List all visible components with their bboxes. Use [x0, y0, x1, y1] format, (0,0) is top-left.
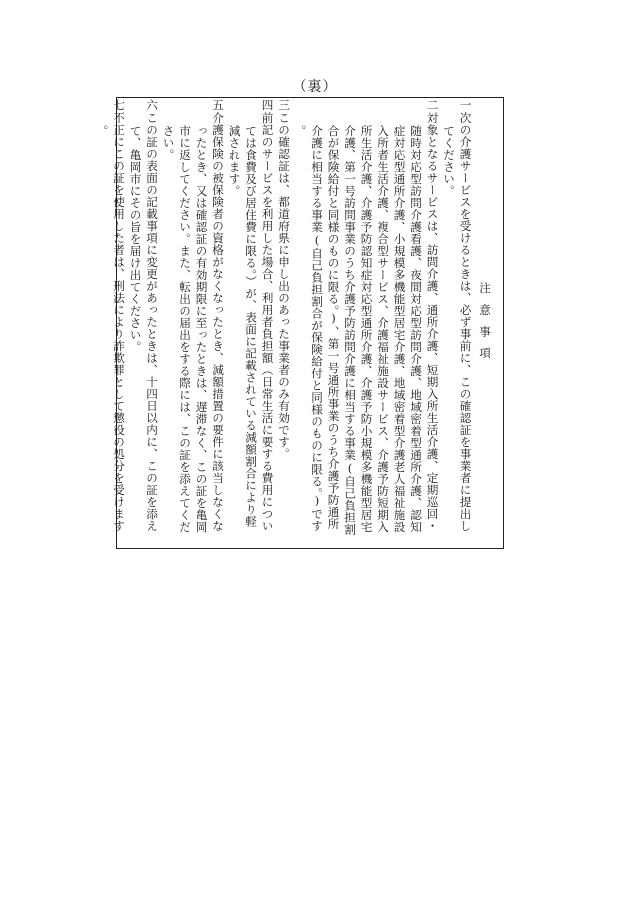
notice-text	[94, 99, 493, 538]
notice-item-7: 七不正にこの証を使用した者は、刑法により詐欺罪として懲役の処分を受けます。	[95, 99, 126, 532]
notice-item-5: 五介護保険の被保険者の資格がなくなったとき、減額措置の要件に該当しなくなったとき、又は確認証の有効期限に至ったときは、遅滞なく、この証を亀岡市に返してください。また、転出の届出をする際には、この証を添えてください。	[161, 99, 225, 533]
notice-item-text: 介護保険の被保険者の資格がなくなったとき、減額措置の要件に該当しなくなったとき、又は確認証の有効期限に至ったときは、遅滞なく、この証を亀岡市に返してください。また、転出の届出をする際には、この証を添えてください。	[161, 112, 225, 533]
page-side-label: （裏）	[292, 79, 338, 95]
notice-item-2: 二対象となるサービスは、訪問介護、通所介護、短期入所生活介護、定期巡回・随時対応型訪問介護看護、夜間対応型訪問介護、地域密着型通所介護、認知症対応型通所介護、小規模多機能型居宅介護、地域密着型介護老人福祉施設入所者生活介護、複合型サービス、介護福祉施設サービス、介護予防短期入所生活介護、介護予防認知症対応型通所介護、介護予防小規模多機能型居宅介護、第一号訪問事業のうち介護予防訪問介護に相当する事業(自己負担割合が保険給付と同様のものに限る。)、第一号通所事業のうち介護予防通所介護に相当する事業(自己負担割合が保険給付と同様のものに限る。)です。	[293, 99, 440, 536]
notice-item-text: 対象となるサービスは、訪問介護、通所介護、短期入所生活介護、定期巡回・随時対応型訪問介護看護、夜間対応型訪問介護、地域密着型通所介護、認知症対応型通所介護、小規模多機能型居宅介護、地域密着型介護老人福祉施設入所者生活介護、複合型サービス、介護福祉施設サービス、介護予防短期入所生活介護、介護予防認知症対応型通所介護、介護予防小規模多機能型居宅介護、第一号訪問事業のうち介護予防訪問介護に相当する事業(自己負担割合が保険給付と同様のものに限る。)、第一号通所事業のうち介護予防通所介護に相当する事業(自己負担割合が保険給付と同様のものに限る。)です。	[293, 112, 440, 536]
notice-item-text: 不正にこの証を使用した者は、刑法により詐欺罪として懲役の処分を受けます。	[95, 112, 126, 532]
notice-box	[95, 97, 504, 549]
notice-item-3: 三この確認証は、都道府県に申し出のあった事業者のみ有効です。	[277, 99, 291, 460]
notice-item-text: この証の表面の記載事項に変更があったときは、十四日以内に、この証を添えて、亀岡市にその旨を届け出てください。	[128, 112, 159, 532]
notice-item-text: この確認証は、都道府県に申し出のあった事業者のみ有効です。	[277, 112, 291, 460]
notice-item-1: 一次の介護サービスを受けるときは、必ず事前に、この確認証を事業者に提出してください。	[442, 99, 473, 532]
notice-item-4: 四前記のサービスを利用した場合、利用者負担額（日常生活に要する費用については食費及び居住費に限る。）が、表面に記載されている減額割合により軽減されます。	[227, 99, 275, 532]
notice-item-text: 次の介護サービスを受けるときは、必ず事前に、この確認証を事業者に提出してください。	[442, 112, 473, 532]
notice-item-6: 六この証の表面の記載事項に変更があったときは、十四日以内に、この証を添えて、亀岡市にその旨を届け出てください。	[128, 99, 159, 532]
notice-item-text: 前記のサービスを利用した場合、利用者負担額（日常生活に要する費用については食費及び居住費に限る。）が、表面に記載されている減額割合により軽減されます。	[227, 112, 275, 532]
notice-heading: 注意事項	[478, 281, 492, 369]
